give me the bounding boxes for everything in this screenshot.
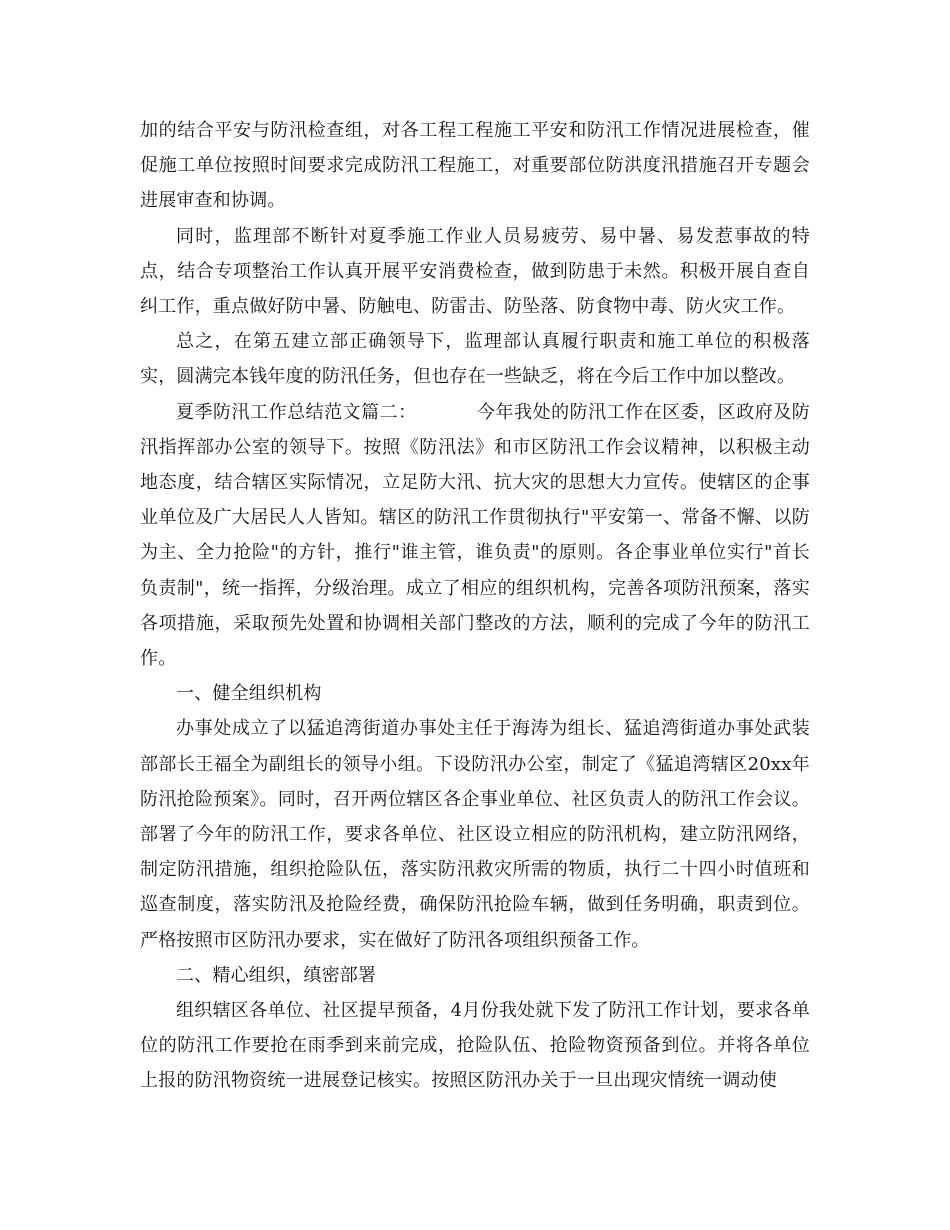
paragraph-article-two-intro [140, 395, 810, 677]
section-heading-deployment: 二、精心组织，缜密部署 [176, 964, 377, 986]
paragraph-summer-safety: 同时，监理部不断针对夏季施工作业人员易疲劳、易中暑、易发惹事故的特点，结合专项整治工作认真开展平安消费检查，做到防患于未然。积极开展自查自纠工作，重点做好防中暑、防触电、防雷击、防坠落、防食物中毒、防火灾工作。 [140, 225, 810, 318]
paragraph-conclusion: 总之，在第五建立部正确领导下，监理部认真履行职责和施工单位的积极落实，圆满完本钱年度的防汛任务，但也存在一些缺乏，将在今后工作中加以整改。 [140, 331, 810, 388]
article-two-lead: 夏季防汛工作总结范文篇二： [176, 401, 417, 423]
paragraph-organization: 办事处成立了以猛追湾街道办事处主任于海涛为组长、猛追湾街道办事处武装部部长王福全为副组长的领导小组。下设防汛办公室，制定了《猛追湾辖区20xx年防汛抢险预案》。同时，召开两位辖区各企事业单位、社区负责人的防汛工作会议。部署了今年的防汛工作，要求各单位、社区设立相应的防汛机构，建立防汛网络，制定防汛措施，组织抢险队伍，落实防汛救灾所需的物质，执行二十四小时值班和巡查制度，落实防汛及抢险经费，确保防汛抢险车辆，做到任务明确，职责到位。严格按照市区防汛办要求，实在做好了防汛各项组织预备工作。 [140, 718, 810, 951]
document-body [140, 113, 810, 1099]
paragraph-continuation: 加的结合平安与防汛检查组，对各工程工程施工平安和防汛工作情况进展检查，催促施工单位按照时间要求完成防汛工程施工，对重要部位防洪度汛措施召开专题会进展审查和协调。 [140, 120, 810, 212]
paragraph-deployment: 组织辖区各单位、社区提早预备，4月份我处就下发了防汛工作计划，要求各单位的防汛工作要抢在雨季到来前完成，抢险队伍、抢险物资预备到位。并将各单位上报的防汛物资统一进展登记核实。按照区防汛办关于一旦出现灾情统一调动使 [140, 1000, 810, 1092]
section-heading-organization: 一、健全组织机构 [176, 683, 322, 705]
article-two-text: 今年我处的防汛工作在区委，区政府及防汛指挥部办公室的领导下。按照《防汛法》和市区防汛工作会议精神，以积极主动地态度，结合辖区实际情况，立足防大汛、抗大灾的思想大力宣传。使辖区的企事业单位及广大居民人人皆知。辖区的防汛工作贯彻执行"平安第一、常备不懈、以防为主、全力抢险"的方针，推行"谁主管，谁负责"的原则。各企事业单位实行"首长负责制"，统一指挥，分级治理。成立了相应的组织机构，完善各项防汛预案，落实各项措施，采取预先处置和协调相关部门整改的方法，顺利的完成了今年的防汛工作。 [140, 401, 810, 670]
